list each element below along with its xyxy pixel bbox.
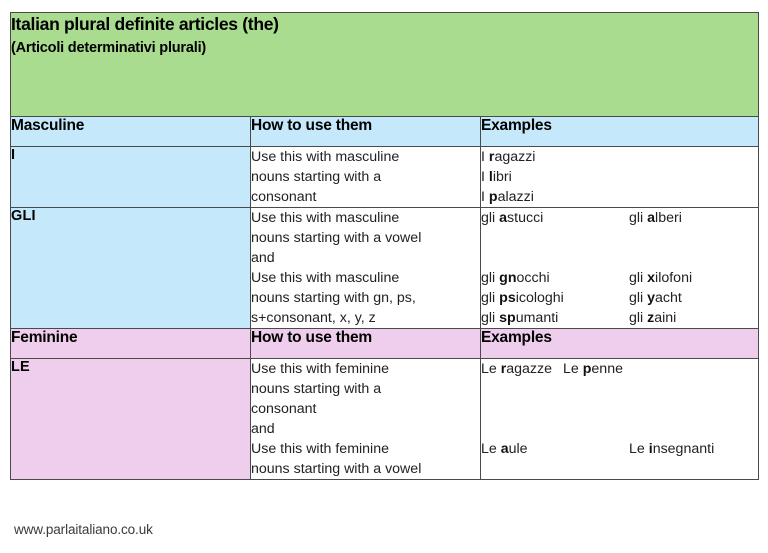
footer-website: www.parlaitaliano.co.uk [14, 522, 153, 537]
header-feminine: Feminine [11, 329, 251, 359]
example-item [481, 167, 758, 187]
example-row [481, 288, 758, 308]
example-article: gli [629, 290, 644, 307]
example-bold-start: l [488, 169, 493, 186]
example-rest: umanti [515, 310, 559, 327]
usage-line: consonant [251, 401, 317, 418]
usage-line: Use this with masculine [251, 270, 400, 287]
example-article: Le [629, 441, 645, 458]
example-item [629, 288, 682, 308]
example-item [629, 208, 682, 228]
example-row [481, 208, 758, 228]
usage-line: nouns starting with gn, ps, [251, 290, 416, 307]
usage-line: nouns starting with a [251, 169, 382, 186]
example-item [481, 288, 629, 308]
page-title: Italian plural definite articles (the) [11, 14, 279, 34]
table-row-gli [11, 208, 759, 329]
feminine-header-row [11, 329, 759, 359]
example-item [629, 268, 692, 288]
example-item [481, 308, 629, 328]
table-row-le [11, 359, 759, 480]
examples-cell-i [481, 147, 759, 208]
example-item [629, 439, 714, 459]
usage-line: Use this with feminine [251, 361, 389, 378]
header-masculine-usage: How to use them [251, 117, 481, 147]
example-rest: alazzi [497, 189, 534, 206]
example-spacer [481, 399, 758, 419]
example-item [481, 268, 629, 288]
example-bold-start: a [500, 441, 509, 458]
header-masculine-examples: Examples [481, 117, 759, 147]
article-label-le: LE [11, 359, 251, 480]
example-bold-start: gn [499, 270, 517, 287]
example-item [481, 187, 758, 207]
example-bold-start: p [582, 361, 592, 378]
example-bold-start: ps [499, 290, 516, 307]
masculine-header-row [11, 117, 759, 147]
example-rest: ule [508, 441, 528, 458]
italian-plural-articles-table [10, 12, 759, 480]
example-rest: acht [655, 290, 682, 307]
example-rest: icologhi [515, 290, 564, 307]
usage-line: consonant [251, 189, 317, 206]
title-row [11, 13, 759, 117]
example-bold-start: x [647, 270, 656, 287]
example-article: gli [481, 270, 496, 287]
examples-cell-gli [481, 208, 759, 329]
example-bold-start: r [488, 149, 495, 165]
example-rest: ibri [492, 169, 512, 186]
example-spacer [481, 419, 758, 439]
example-row [481, 308, 758, 328]
usage-cell-le [251, 359, 481, 480]
title-banner [11, 13, 759, 117]
example-rest: occhi [516, 270, 550, 287]
example-row [481, 268, 758, 288]
example-bold-start: a [499, 210, 508, 227]
example-rest: stucci [507, 210, 544, 227]
example-article: gli [629, 270, 644, 287]
article-label-gli: GLI [11, 208, 251, 329]
usage-line: nouns starting with a vowel [251, 461, 422, 478]
example-rest: agazze [506, 361, 553, 378]
usage-cell-i [251, 147, 481, 208]
example-bold-start: sp [499, 310, 516, 327]
example-bold-start: i [648, 441, 653, 458]
example-article: Le [481, 361, 497, 378]
example-article: I [481, 189, 485, 206]
usage-line: and [251, 250, 275, 267]
example-spacer [481, 379, 758, 399]
usage-line: Use this with masculine [251, 210, 400, 227]
usage-line: s+consonant, x, y, z [251, 310, 376, 327]
header-masculine: Masculine [11, 117, 251, 147]
example-spacer [481, 228, 758, 248]
example-article: I [481, 169, 485, 186]
example-bold-start: y [647, 290, 656, 307]
example-bold-start: a [647, 210, 656, 227]
example-item [481, 147, 758, 167]
example-article: gli [481, 290, 496, 307]
usage-line: nouns starting with a [251, 381, 382, 398]
example-bold-start: z [647, 310, 655, 327]
example-rest: enne [591, 361, 623, 378]
example-article: gli [629, 310, 644, 327]
header-feminine-usage: How to use them [251, 329, 481, 359]
article-label-i: I [11, 147, 251, 208]
example-item [563, 359, 623, 379]
example-bold-start: r [500, 361, 507, 378]
example-rest: ilofoni [655, 270, 693, 287]
example-rest: nsegnanti [652, 441, 715, 458]
example-article: I [481, 149, 485, 165]
table-row-i [11, 147, 759, 208]
example-row [481, 439, 758, 459]
example-item [629, 308, 676, 328]
examples-cell-le [481, 359, 759, 480]
example-article: gli [481, 310, 496, 327]
example-bold-start: p [488, 189, 498, 206]
example-rest: agazzi [494, 149, 536, 165]
example-item [481, 359, 563, 379]
example-article: Le [481, 441, 497, 458]
page-subtitle: (Articoli determinativi plurali) [11, 39, 207, 56]
example-rest: aini [654, 310, 677, 327]
usage-line: Use this with feminine [251, 441, 389, 458]
usage-line: nouns starting with a vowel [251, 230, 422, 247]
example-row [481, 359, 758, 379]
example-rest: lberi [655, 210, 682, 227]
usage-line: Use this with masculine [251, 149, 400, 165]
usage-cell-gli [251, 208, 481, 329]
example-item [481, 439, 629, 459]
header-feminine-examples: Examples [481, 329, 759, 359]
example-article: gli [629, 210, 644, 227]
example-article: gli [481, 210, 496, 227]
example-article: Le [563, 361, 579, 378]
usage-line: and [251, 421, 275, 438]
example-spacer [481, 248, 758, 268]
example-item [481, 208, 629, 228]
